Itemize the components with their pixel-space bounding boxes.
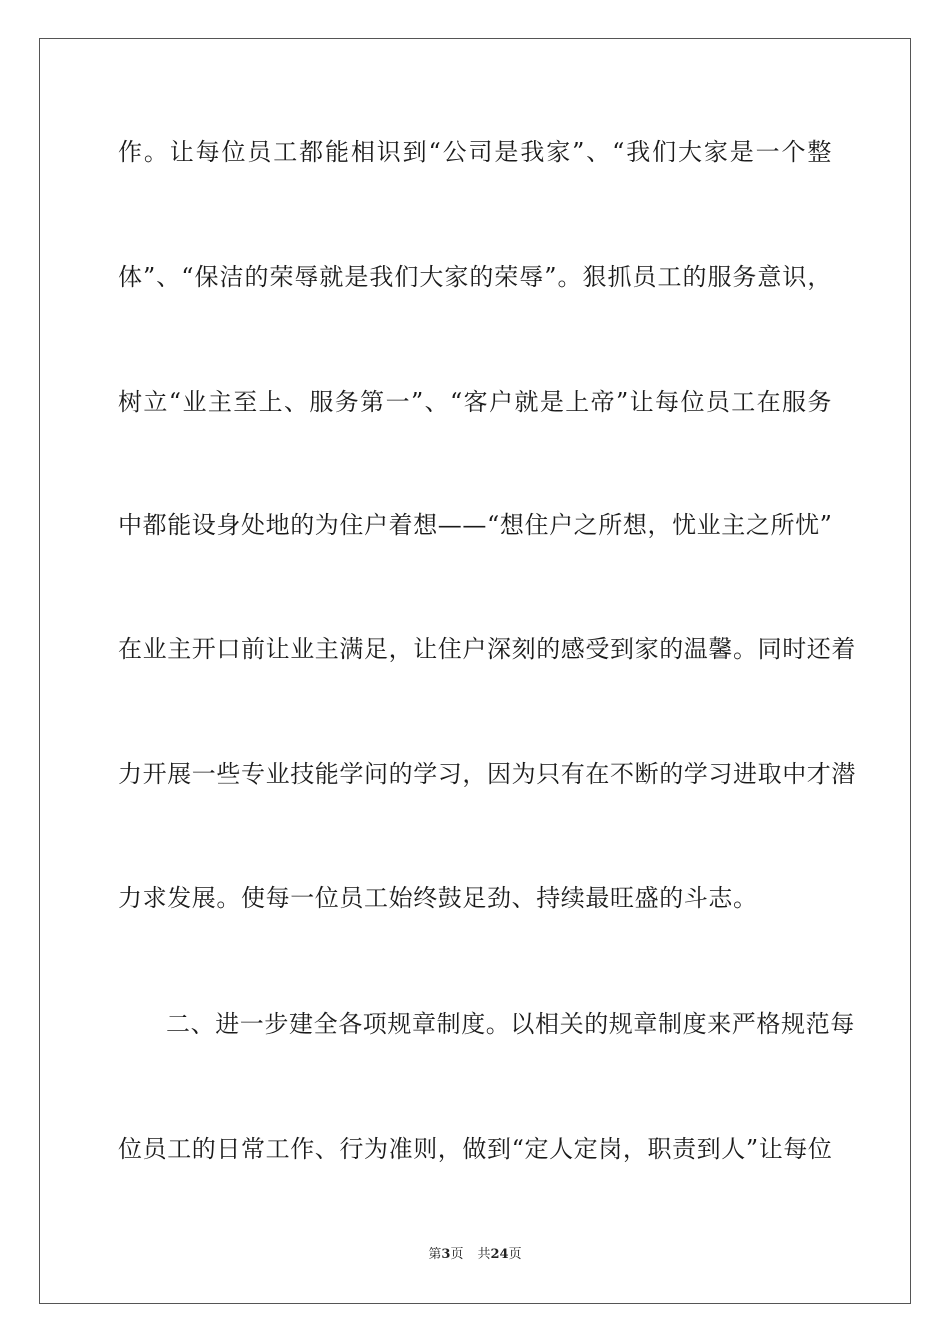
footer-page-suffix: 页 <box>450 1247 464 1262</box>
text-line-6: 力开展一些专业技能学问的学习，因为只有在不断的学习进取中才潜 <box>118 760 856 788</box>
footer-total-suffix: 页 <box>508 1247 522 1262</box>
paragraph-2-line-2: 位员工的日常工作、行为准则，做到“定人定岗，职责到人”让每位 <box>118 1135 833 1163</box>
paragraph-2-line-1: 二、进一步建全各项规章制度。以相关的规章制度来严格规范每 <box>166 1010 855 1038</box>
page-frame <box>39 38 911 1304</box>
footer-total-prefix: 共 <box>477 1247 491 1262</box>
footer-page-number: 3 <box>441 1247 451 1262</box>
text-line-4: 中都能设身处地的为住户着想——“想住户之所想，忧业主之所忧” <box>118 511 833 539</box>
text-line-7: 力求发展。使每一位员工始终鼓足劲、持续最旺盛的斗志。 <box>118 884 758 912</box>
footer-total-pages: 24 <box>490 1247 509 1262</box>
page-footer <box>0 1246 950 1264</box>
footer-page-prefix: 第 <box>428 1247 442 1262</box>
text-line-5: 在业主开口前让业主满足，让住户深刻的感受到家的温馨。同时还着 <box>118 635 856 663</box>
text-line-3: 树立“业主至上、服务第一”、“客户就是上帝”让每位员工在服务 <box>118 388 832 416</box>
text-line-2: 体”、“保洁的荣辱就是我们大家的荣辱”。狠抓员工的服务意识， <box>118 263 832 291</box>
text-line-1: 作。让每位员工都能相识到“公司是我家”、“我们大家是一个整 <box>118 138 832 166</box>
